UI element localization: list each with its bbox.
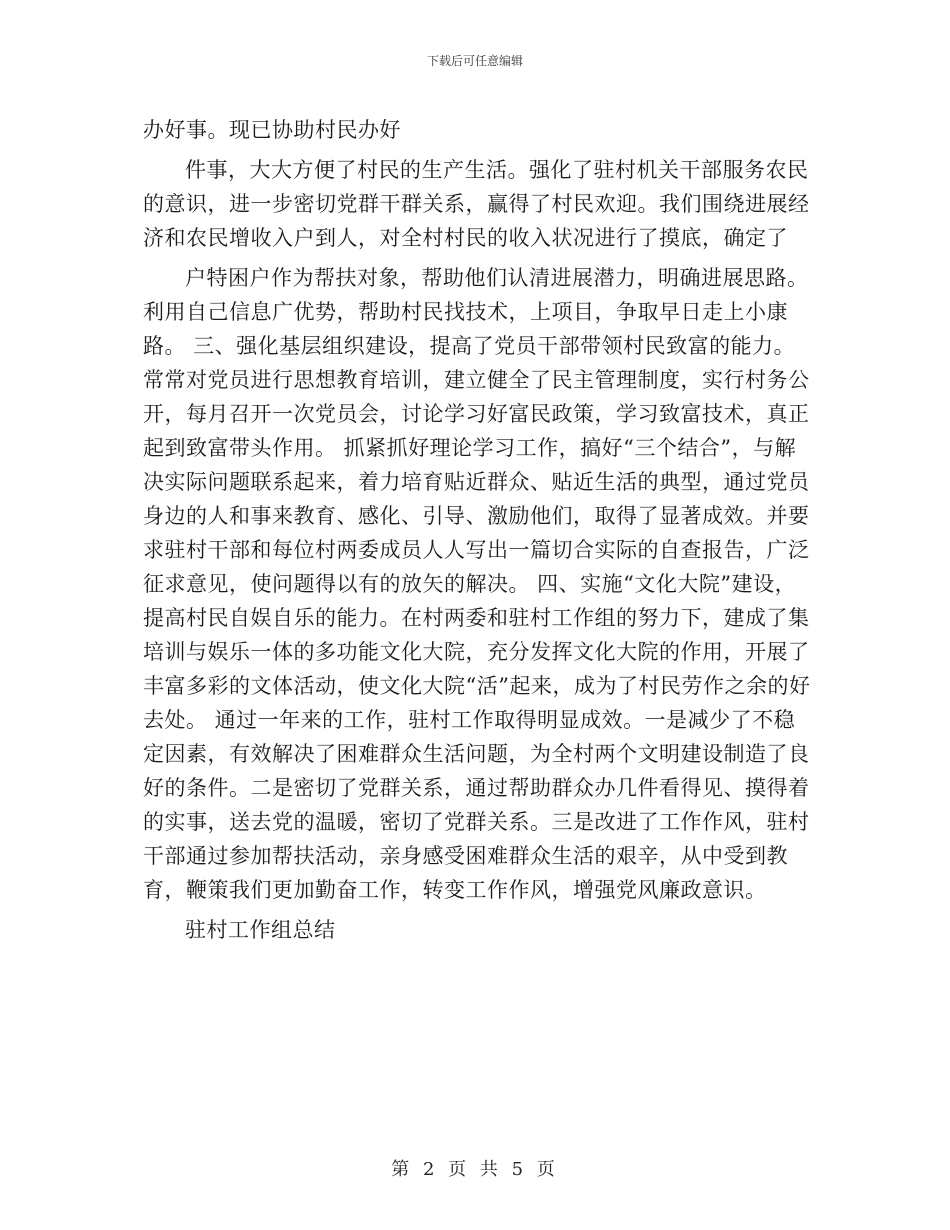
paragraph-title: 驻村工作组总结 xyxy=(185,918,336,942)
paragraph-1: 办好事。现已协助村民办好 xyxy=(143,118,401,142)
paragraph-3: 户特困户作为帮扶对象，帮助他们认清进展潜力，明确进展思路。利用自己信息广优势，帮助村民找技术，上项目，争取早日走上小康路。 三、强化基层组织建设，提高了党员干部带领村民致富的能力。常常对党员进行思想教育培训，建立健全了民主管理制度，实行村务公开，每月召开一次党员会，讨论学习好富民政策，学习致富技术，真正起到致富带头作用。 抓紧抓好理论学习工作，搞好“三个结合”，与解决实际问题联系起来，着力培育贴近群众、贴近生活的典型，通过党员身边的人和事来教育、感化、引导、激励他们，取得了显著成效。并要求驻村干部和每位村两委成员人人写出一篇切合实际的自查报告，广泛征求意见，使问题得以有的放矢的解决。 四、实施“文化大院”建设，提高村民自娱自乐的能力。在村两委和驻村工作组的努力下，建成了集培训与娱乐一体的多功能文化大院，充分发挥文化大院的作用，开展了丰富多彩的文体活动，使文化大院“活”起来，成为了村民劳作之余的好去处。 通过一年来的工作，驻村工作取得明显成效。一是减少了不稳定因素，有效解决了困难群众生活问题，为全村两个文明建设制造了良好的条件。二是密切了党群关系，通过帮助群众办几件看得见、摸得着的实事，送去党的温暖，密切了党群关系。三是改进了工作作风，驻村干部通过参加帮扶活动，亲身感受困难群众生活的艰辛，从中受到教育，鞭策我们更加勤奋工作，转变工作作风，增强党风廉政意识。 xyxy=(143,266,811,902)
document-body xyxy=(143,113,813,947)
page-number: 第 2 页 共 5 页 xyxy=(391,1159,559,1180)
page-header: 下载后可任意编辑 xyxy=(426,54,523,68)
paragraph-2: 件事，大大方便了村民的生产生活。强化了驻村机关干部服务农民的意识，进一步密切党群干群关系，赢得了村民欢迎。我们围绕进展经济和农民增收入户到人，对全村村民的收入状况进行了摸底，确定了 xyxy=(143,158,810,250)
